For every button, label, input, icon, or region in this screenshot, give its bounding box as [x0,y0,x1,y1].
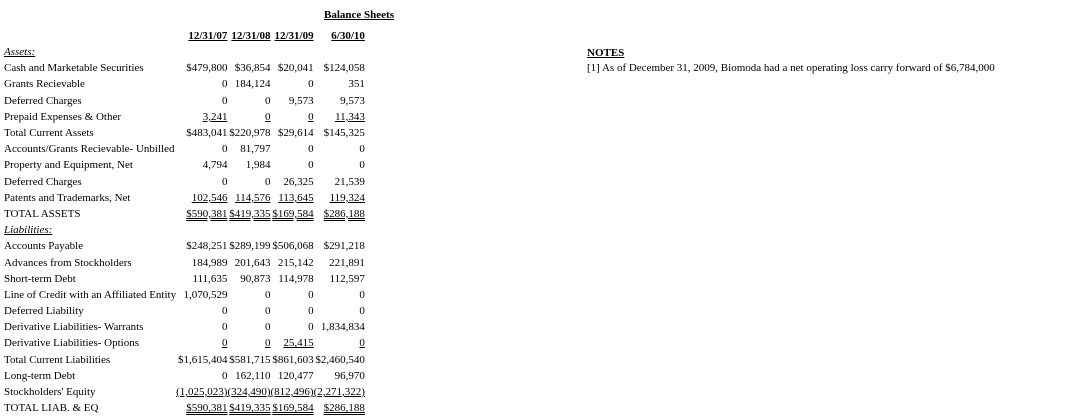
row-label: Derivative Liabilities- Options [4,337,140,350]
cell-value: $145,325 [323,127,365,140]
cell-value: 0 [221,143,228,156]
cell-value: 25,415 [283,337,314,350]
cell-value: 26,325 [283,175,314,188]
table-cell [271,76,314,92]
cell-value: 0 [265,337,271,350]
table-cell [176,157,227,173]
cell-value: 0 [221,175,228,188]
table-cell [227,125,270,141]
cell-value: $1,615,404 [177,353,228,366]
cell-value: $286,188 [323,402,365,415]
cell-value: 0 [221,94,228,107]
cell-value: 4,794 [202,159,228,172]
table-cell [227,174,270,190]
cell-value: $291,218 [323,240,365,253]
cell-value: 201,643 [234,256,271,269]
section-label: Liabilities: [4,224,53,237]
cell-value: $289,199 [229,240,271,253]
table-cell [176,125,227,141]
cell-value: 0 [308,305,314,318]
table-cell [314,352,365,368]
table-cell [176,303,227,319]
cell-value: 1,070,529 [183,288,228,301]
table-cell [271,271,314,287]
table-cell [227,141,270,157]
empty-cell [227,44,270,60]
table-cell [176,93,227,109]
table-cell [227,319,270,335]
table-row [4,125,365,141]
cell-value: $286,188 [323,207,365,220]
table-cell [314,287,365,303]
table-cell [314,238,365,254]
cell-value: 90,873 [240,272,271,285]
table-row [4,141,365,157]
table-cell [176,335,227,351]
table-cell [271,190,314,206]
cell-value: $36,854 [234,62,271,75]
cell-value: 221,891 [329,256,365,269]
table-cell [176,384,227,400]
row-label: TOTAL LIAB. & EQ [4,402,99,415]
cell-value: 0 [308,110,314,123]
row-label: Total Current Assets [4,127,94,140]
section-row [4,44,365,60]
row-label: Stockholders' Equity [4,386,96,399]
cell-value: $220,978 [229,127,271,140]
cell-value: 21,539 [334,175,365,188]
header-row [4,28,365,44]
table-cell [176,76,227,92]
table-cell [227,368,270,384]
cell-value: 114,978 [278,272,314,285]
table-cell [271,93,314,109]
cell-value: $419,335 [229,402,271,415]
table-cell [227,400,270,416]
table-row [4,319,365,335]
cell-value: 0 [221,305,228,318]
table-row [4,109,365,125]
cell-value: 0 [265,175,271,188]
table-row [4,254,365,270]
table-cell [314,319,365,335]
cell-value: $169,584 [272,402,314,415]
table-cell [314,206,365,222]
cell-value: 0 [359,143,365,156]
cell-value: $419,335 [229,207,271,220]
row-label: TOTAL ASSETS [4,207,81,220]
cell-value: 0 [359,305,365,318]
table-cell [227,206,270,222]
table-cell [176,206,227,222]
cell-value: (2,271,322) [313,386,365,399]
table-cell [314,400,365,416]
row-label: Deferred Liability [4,305,84,318]
cell-value: $590,381 [186,207,228,220]
cell-value: 0 [265,321,271,334]
cell-value: 0 [221,337,228,350]
table-cell [314,76,365,92]
table-cell [314,190,365,206]
table-cell [314,271,365,287]
sheet-title: Balance Sheets [324,9,394,21]
table-row [4,335,365,351]
table-cell [314,335,365,351]
table-cell [176,319,227,335]
table-cell [271,400,314,416]
cell-value: 0 [308,321,314,334]
table-cell [227,271,270,287]
notes [587,46,995,76]
column-header: 6/30/10 [331,30,365,42]
cell-value: 111,635 [192,272,228,285]
table-cell [227,76,270,92]
column-header: 12/31/08 [231,30,271,42]
empty-cell [227,222,270,238]
cell-value: $479,800 [186,62,228,75]
cell-value: $590,381 [186,402,228,415]
row-label: Long-term Debt [4,369,76,382]
empty-cell [176,44,227,60]
table-row [4,352,365,368]
notes-title: NOTES [587,47,625,59]
cell-value: 0 [221,369,228,382]
cell-value: 0 [308,159,314,172]
empty-cell [271,222,314,238]
cell-value: 112,597 [329,272,365,285]
row-label: Line of Credit with an Affiliated Entity [4,288,177,301]
balance-sheet-table [4,28,365,416]
cell-value: 215,142 [277,256,314,269]
table-row [4,303,365,319]
table-cell [227,335,270,351]
cell-value: $248,251 [186,240,228,253]
row-label: Patents and Trademarks, Net [4,191,131,204]
table-row [4,76,365,92]
row-label: Derivative Liabilities- Warrants [4,321,144,334]
table-cell [271,109,314,125]
row-label: Total Current Liabilities [4,353,111,366]
table-cell [314,157,365,173]
cell-value: 0 [359,337,365,350]
row-label: Accounts Payable [4,240,84,253]
table-body [4,44,365,416]
table-cell [271,319,314,335]
table-cell [227,60,270,76]
row-label: Advances from Stockholders [4,256,132,269]
cell-value: 184,989 [191,256,228,269]
cell-value: $2,460,540 [315,353,365,366]
cell-value: 114,576 [235,191,271,204]
empty-cell [176,222,227,238]
section-label: Assets: [4,46,36,59]
column-header: 12/31/09 [274,30,314,42]
cell-value: $124,058 [323,62,365,75]
table-cell [271,303,314,319]
table-row [4,60,365,76]
table-cell [176,109,227,125]
empty-cell [314,222,365,238]
row-label: Deferred Charges [4,94,82,107]
table-row [4,190,365,206]
table-cell [176,271,227,287]
table-cell [314,125,365,141]
table-row [4,400,365,416]
table-cell [176,352,227,368]
cell-value: 0 [359,288,365,301]
header-blank [4,28,176,44]
table-cell [314,303,365,319]
cell-value: (812,496) [270,386,314,399]
cell-value: 3,241 [202,110,228,123]
table-cell [271,125,314,141]
cell-value: 11,343 [335,110,365,123]
table-cell [271,287,314,303]
table-cell [271,206,314,222]
cell-value: $169,584 [272,207,314,220]
table-cell [227,190,270,206]
cell-value: (1,025,023) [176,386,228,399]
table-cell [176,254,227,270]
table-row [4,157,365,173]
table-cell [314,368,365,384]
table-cell [176,60,227,76]
table-cell [176,400,227,416]
table-cell [271,157,314,173]
cell-value: 0 [265,94,271,107]
table-cell [176,174,227,190]
table-row [4,206,365,222]
cell-value: $581,715 [229,353,271,366]
table-cell [314,254,365,270]
table-cell [271,368,314,384]
cell-value: 162,110 [235,369,271,382]
table-cell [176,368,227,384]
table-cell [271,174,314,190]
row-label: Deferred Charges [4,175,82,188]
table-row [4,384,365,400]
cell-value: 0 [221,321,228,334]
table-row [4,93,365,109]
table-row [4,368,365,384]
cell-value: 0 [265,305,271,318]
cell-value: 119,324 [329,191,365,204]
table-cell [314,174,365,190]
note-line: [1] As of December 31, 2009, Biomoda had a net operating loss carry forward of $6,784,000 [587,62,995,74]
table-row [4,271,365,287]
section-row [4,222,365,238]
cell-value: 0 [308,143,314,156]
cell-value: 81,797 [240,143,271,156]
cell-value: 96,970 [334,369,365,382]
table-cell [271,254,314,270]
cell-value: $483,041 [186,127,228,140]
table-cell [271,384,314,400]
table-cell [227,352,270,368]
table-cell [176,287,227,303]
column-header: 12/31/07 [188,30,228,42]
table-cell [176,238,227,254]
row-label: Accounts/Grants Recievable- Unbilled [4,143,175,156]
cell-value: 9,573 [340,94,365,107]
table-cell [314,384,365,400]
cell-value: 0 [265,110,271,123]
table-cell [271,238,314,254]
cell-value: $29,614 [277,127,314,140]
table-row [4,287,365,303]
table-cell [227,109,270,125]
cell-value: 120,477 [277,369,314,382]
table-row [4,174,365,190]
cell-value: (324,490) [227,386,271,399]
table-cell [227,157,270,173]
cell-value: 0 [221,78,228,91]
row-label: Short-term Debt [4,272,76,285]
table-cell [227,93,270,109]
empty-cell [271,44,314,60]
table-cell [314,60,365,76]
cell-value: 9,573 [288,94,314,107]
table-cell [314,93,365,109]
table-cell [227,287,270,303]
table-cell [314,141,365,157]
cell-value: $20,041 [277,62,314,75]
row-label: Grants Recievable [4,78,85,91]
cell-value: 351 [348,78,365,91]
table-cell [227,238,270,254]
table-cell [271,60,314,76]
table-row [4,238,365,254]
cell-value: 102,546 [191,191,228,204]
empty-cell [314,44,365,60]
cell-value: 0 [265,288,271,301]
cell-value: 1,984 [245,159,271,172]
cell-value: 184,124 [234,78,271,91]
cell-value: $861,603 [272,353,314,366]
table-cell [227,384,270,400]
cell-value: 1,834,834 [320,321,365,334]
cell-value: 0 [359,159,365,172]
table-cell [176,141,227,157]
table-cell [271,352,314,368]
row-label: Cash and Marketable Securities [4,62,144,75]
row-label: Property and Equipment, Net [4,159,133,172]
cell-value: 113,645 [278,191,314,204]
cell-value: 0 [308,288,314,301]
cell-value: 0 [308,78,314,91]
table-cell [227,303,270,319]
table-cell [271,141,314,157]
table-cell [176,190,227,206]
table-cell [271,335,314,351]
table-cell [227,254,270,270]
table-cell [314,109,365,125]
row-label: Prepaid Expenses & Other [4,110,121,123]
cell-value: $506,068 [272,240,314,253]
